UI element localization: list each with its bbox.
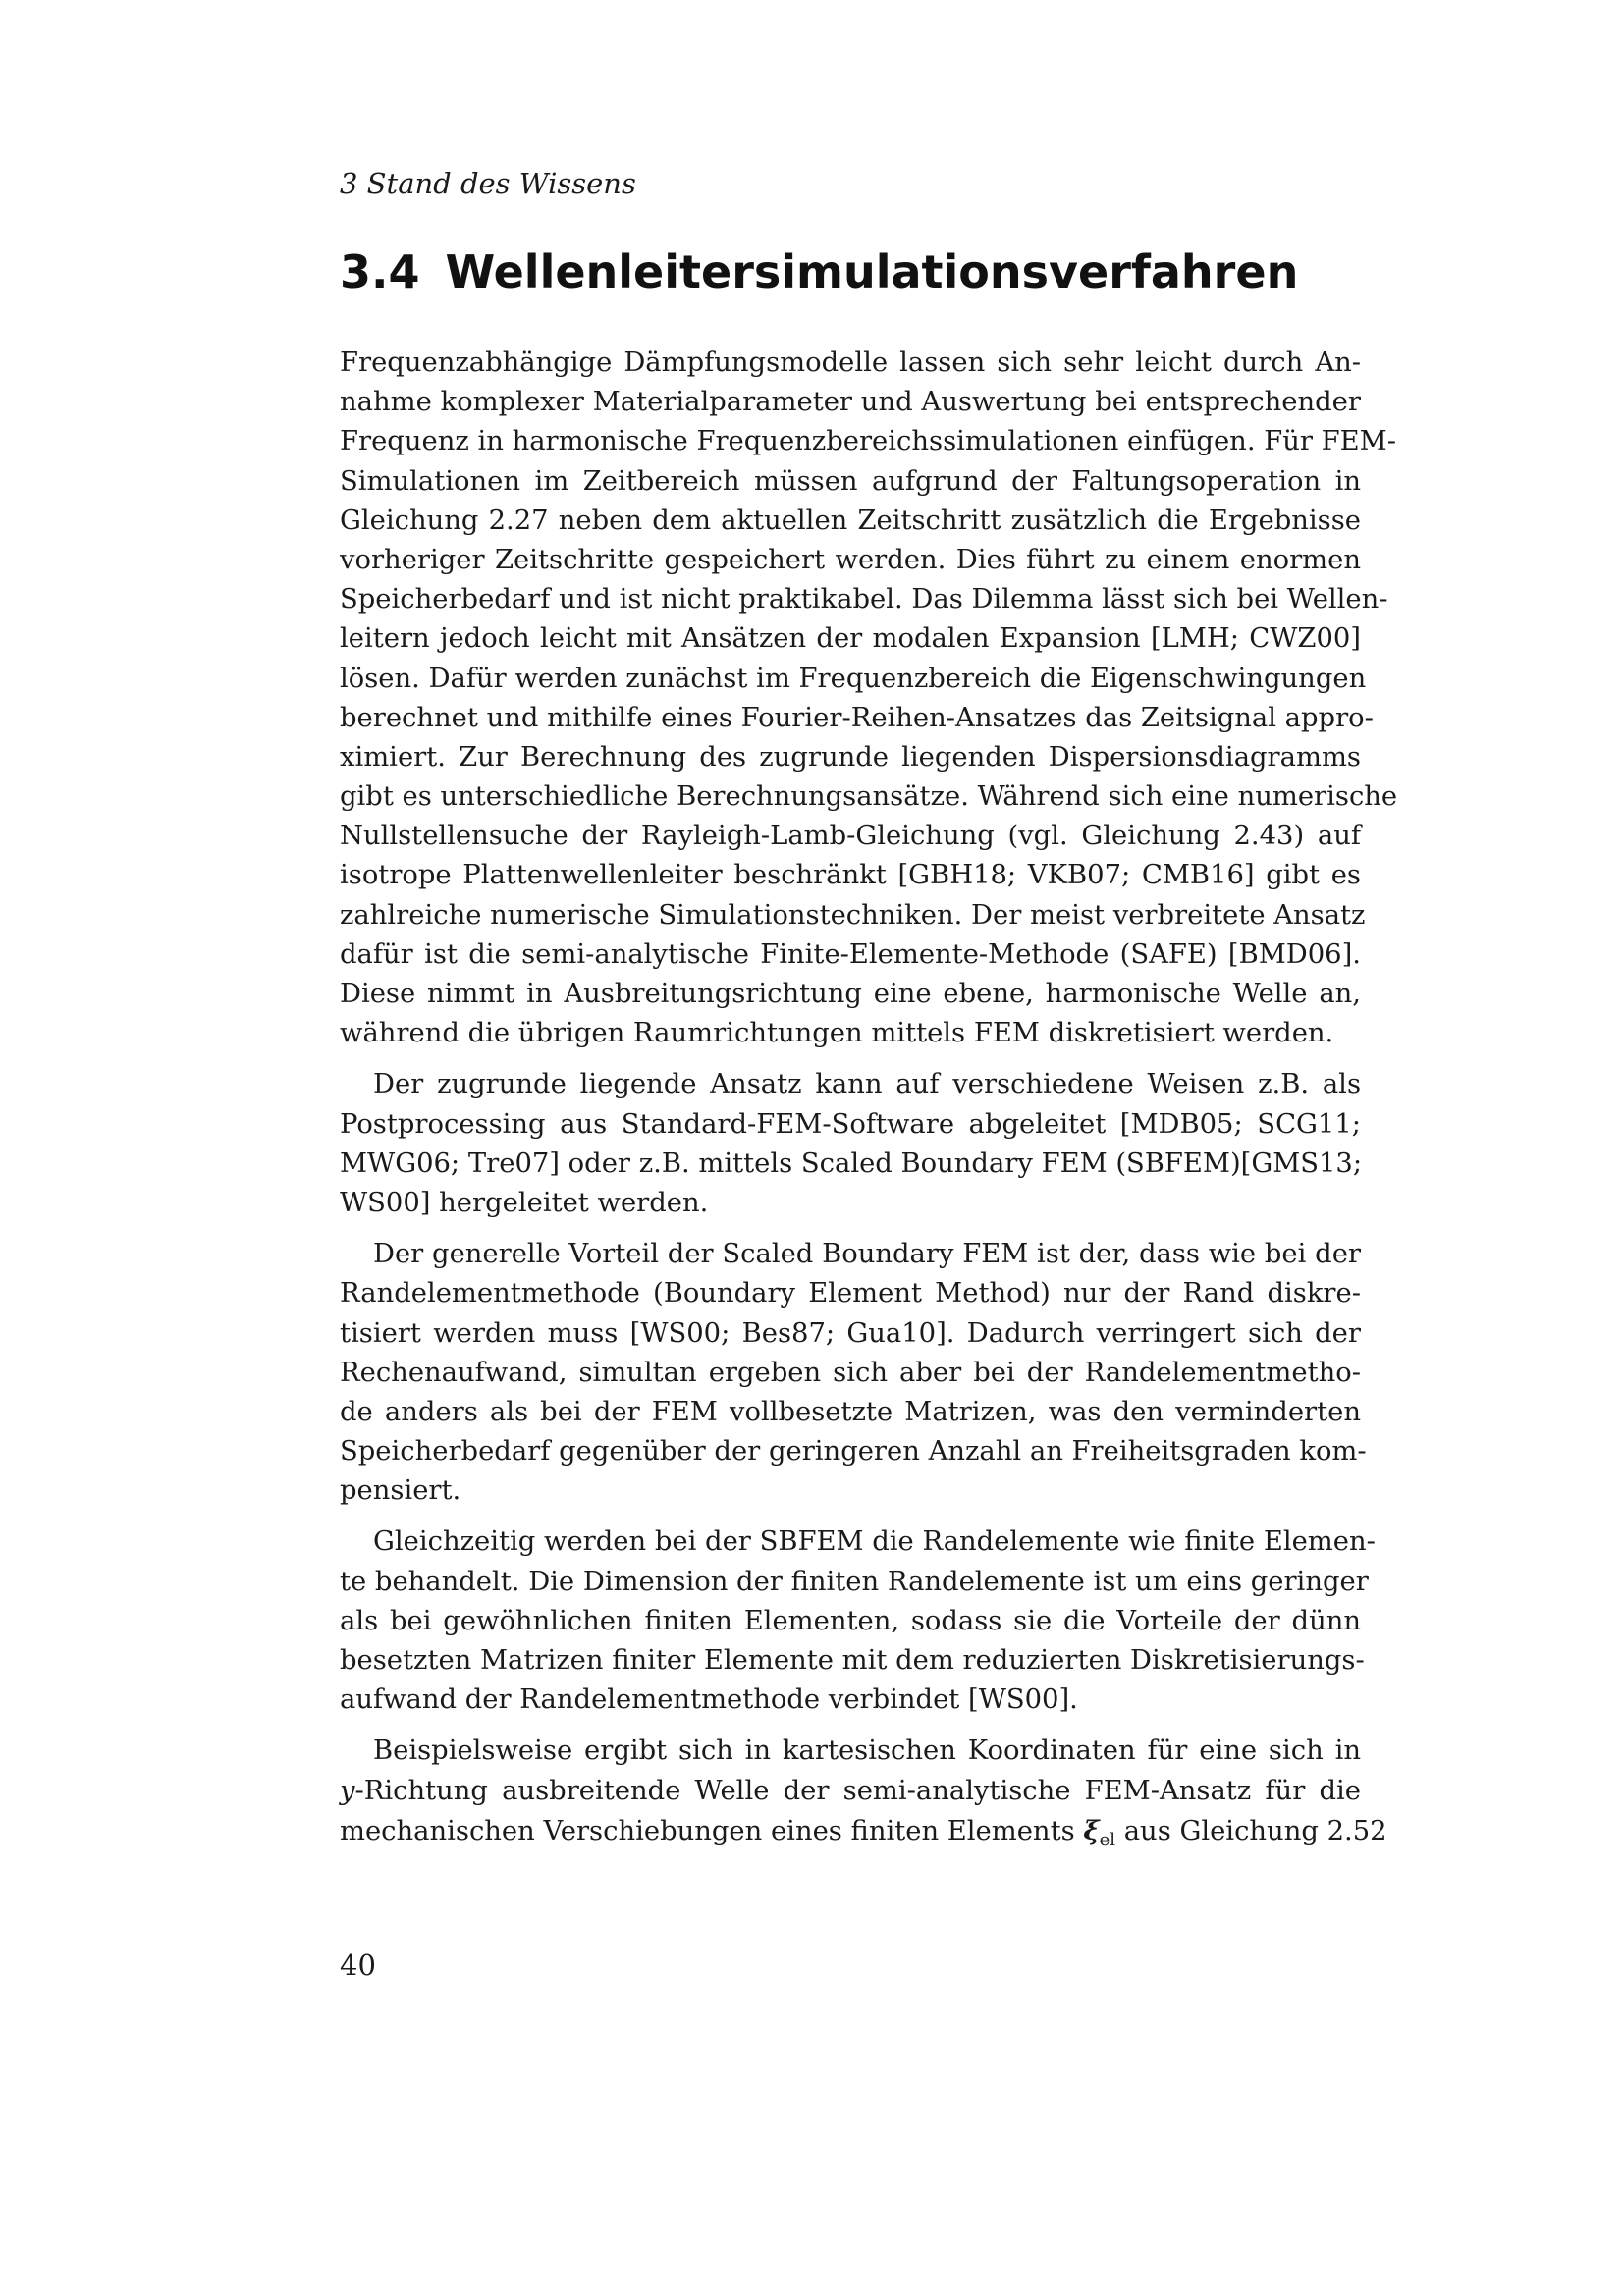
text-line: Speicherbedarf und ist nicht praktikabel. Das Dilemma lässt sich bei Wellen-: [340, 584, 1388, 615]
page-number: 40: [340, 1949, 376, 1982]
text-line: Frequenz in harmonische Frequenzbereichssimulationen einfügen. Für FEM-: [340, 426, 1396, 457]
text-line: Frequenzabhängige Dämpfungsmodelle lassen sich sehr leicht durch An-: [340, 347, 1361, 378]
body-text: [340, 344, 1398, 1862]
text-line: zahlreiche numerische Simulationstechniken. Der meist verbreitete Ansatz: [340, 899, 1366, 931]
text-line: ximiert. Zur Berechnung des zugrunde liegenden Dispersionsdiagramms: [340, 741, 1361, 773]
text-line: Nullstellensuche der Rayleigh-Lamb-Gleichung (vgl. Gleichung 2.43) auf: [340, 821, 1361, 852]
text-line: isotrope Plattenwellenleiter beschränkt [GBH18; VKB07; CMB16] gibt es: [340, 860, 1361, 891]
text-line: Postprocessing aus Standard-FEM-Software abgeleitet [MDB05; SCG11;: [340, 1108, 1361, 1140]
paragraph-4: [340, 1522, 1376, 1720]
text-line: besetzten Matrizen finiter Elemente mit dem reduzierten Diskretisierungs-: [340, 1645, 1365, 1676]
paragraph-2: [340, 1065, 1361, 1223]
text-line: Simulationen im Zeitbereich müssen aufgrund der Faltungsoperation in: [340, 465, 1361, 497]
text-line: Gleichzeitig werden bei der SBFEM die Randelemente wie finite Elemen-: [373, 1526, 1376, 1558]
paragraph-5: [340, 1732, 1387, 1850]
text-line: Speicherbedarf gegenüber der geringeren Anzahl an Freiheitsgraden kom-: [340, 1436, 1367, 1468]
text-line: MWG06; Tre07] oder z.B. mittels Scaled Boundary FEM (SBFEM)[GMS13;: [340, 1148, 1363, 1179]
text-line: Diese nimmt in Ausbreitungsrichtung eine ebene, harmonische Welle an,: [340, 979, 1361, 1009]
text-line: als bei gewöhnlichen finiten Elementen, sodass sie die Vorteile der dünn: [340, 1605, 1361, 1636]
text-line: dafür ist die semi-analytische Finite-Elemente-Methode (SAFE) [BMD06].: [340, 938, 1361, 970]
text-line: pensiert.: [340, 1475, 461, 1507]
text-line: vorheriger Zeitschritte gespeichert werden. Dies führt zu einem enormen: [340, 544, 1361, 575]
text-line: te behandelt. Die Dimension der finiten Randelemente ist um eins geringer: [340, 1566, 1369, 1597]
text-line: tisiert werden muss [WS00; Bes87; Gua10]. Dadurch verringert sich der: [340, 1317, 1361, 1349]
text-line: [340, 1811, 1387, 1850]
text-line: WS00] hergeleitet werden.: [340, 1187, 709, 1218]
text-line: leitern jedoch leicht mit Ansätzen der modalen Expansion [LMH; CWZ00]: [340, 623, 1361, 655]
text-line: lösen. Dafür werden zunächst im Frequenzbereich die Eigenschwingungen: [340, 663, 1367, 694]
section-heading: [340, 245, 1371, 298]
text-line: Gleichung 2.27 neben dem aktuellen Zeitschritt zusätzlich die Ergebnisse: [340, 505, 1361, 536]
text-line: Randelementmethode (Boundary Element Method) nur der Rand diskre-: [340, 1278, 1361, 1309]
section-number: 3.4: [340, 245, 420, 298]
text-segment: aus Gleichung 2.52: [1115, 1815, 1387, 1846]
text-line: aufwand der Randelementmethode verbindet [WS00].: [340, 1684, 1078, 1716]
text-line: gibt es unterschiedliche Berechnungsansätze. Während sich eine numerische: [340, 781, 1398, 813]
text-line: Rechenaufwand, simultan ergeben sich aber bei der Randelementmetho-: [340, 1357, 1361, 1388]
math-subscript: el: [1099, 1829, 1116, 1850]
text-line: de anders als bei der FEM vollbesetzte Matrizen, was den verminderten: [340, 1396, 1361, 1427]
text-line: während die übrigen Raumrichtungen mittels FEM diskretisiert werden.: [340, 1018, 1334, 1049]
text-segment: -Richtung ausbreitende Welle der semi-analytische FEM-Ansatz für die: [354, 1775, 1361, 1806]
section-title: Wellenleitersimulationsverfahren: [445, 245, 1299, 298]
paragraph-3: [340, 1235, 1367, 1511]
text-line: Beispielsweise ergibt sich in kartesischen Koordinaten für eine sich in: [373, 1735, 1361, 1767]
text-line: nahme komplexer Materialparameter und Auswertung bei entsprechender: [340, 387, 1361, 418]
text-line: Der zugrunde liegende Ansatz kann auf verschiedene Weisen z.B. als: [373, 1069, 1361, 1100]
paragraph-1: [340, 344, 1398, 1053]
text-segment: mechanischen Verschiebungen eines finiten Elements: [340, 1815, 1084, 1846]
text-line: berechnet und mithilfe eines Fourier-Reihen-Ansatzes das Zeitsignal appro-: [340, 702, 1374, 733]
running-header: 3 Stand des Wissens: [340, 167, 636, 200]
math-symbol-xi: ξ: [1083, 1814, 1100, 1846]
text-line: [340, 1772, 1361, 1811]
math-variable-y: y: [340, 1775, 355, 1806]
text-line: Der generelle Vorteil der Scaled Boundary FEM ist der, dass wie bei der: [373, 1239, 1361, 1270]
